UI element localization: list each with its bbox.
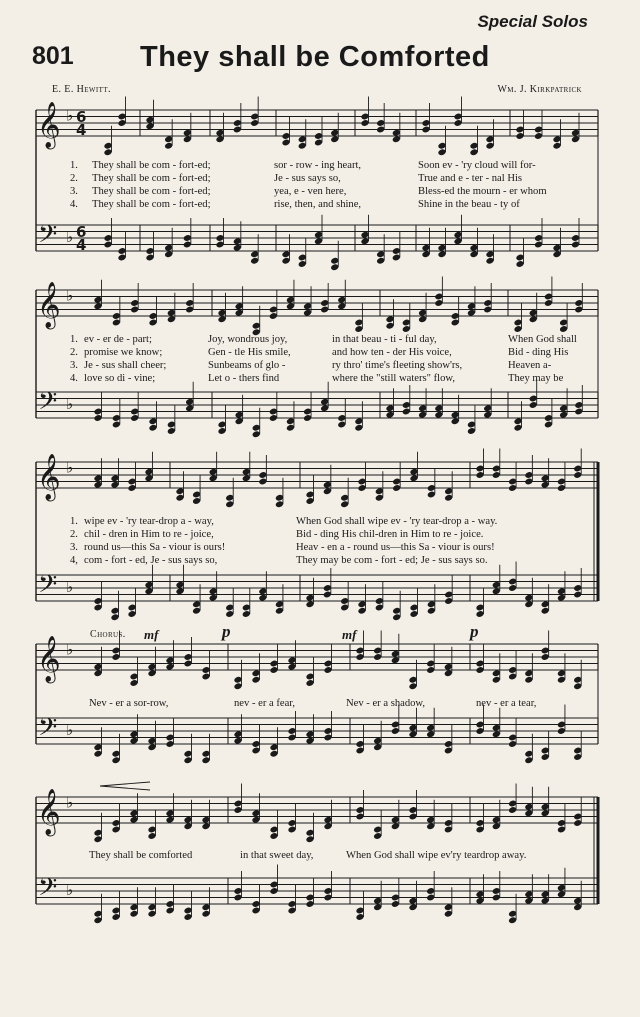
flat-icon: ♭ — [66, 578, 74, 596]
flat-icon: ♭ — [66, 458, 74, 477]
flat-icon: ♭ — [66, 286, 74, 305]
composer-credit: Wm. J. Kirkpatrick — [497, 84, 582, 95]
chorus-lyric-line: Nev - er a sor-row, nev - er a fear, Nev - er a shadow, nev - er a tear, — [89, 698, 537, 709]
treble-clef-icon: 𝄞 — [37, 102, 61, 148]
crescendo-hairpin — [100, 782, 150, 790]
lyric-line: 2. promise we know; Gen - tle His smile, and how ten - der His voice, Bid - ding His — [70, 347, 569, 358]
lyric-line: 1. ev - er de - part; Joy, wondrous joy, in that beau - ti - ful day, When God shall — [70, 334, 577, 345]
time-signature: 6 — [76, 223, 87, 241]
words-author-credit: E. E. Hewitt. — [52, 84, 111, 95]
lyric-line: 4. love so di - vine; Let o - thers find where the "still waters" flow, They may be — [70, 373, 564, 384]
dynamic-mark: mf — [144, 627, 159, 642]
lyric-line: 1. wipe ev - 'ry tear-drop a - way, When God shall wipe ev - 'ry tear-drop a - way. — [70, 516, 498, 527]
time-signature: 4 — [76, 121, 87, 139]
chorus-lyric-line: They shall be comforted in that sweet day, When God shall wipe ev'ry teardrop away. — [89, 850, 527, 861]
flat-icon: ♭ — [66, 106, 74, 125]
dynamic-mark: p — [470, 622, 479, 641]
flat-icon: ♭ — [66, 228, 74, 246]
flat-icon: ♭ — [66, 881, 74, 899]
flat-icon: ♭ — [66, 640, 74, 659]
chorus-label: Chorus. — [90, 629, 126, 640]
lyric-line: 2. They shall be com - fort-ed; Je - sus says so, True and e - ter - nal His — [70, 173, 523, 184]
lyric-line: 1. They shall be com - fort-ed; sor - row - ing heart, Soon ev - 'ry cloud will for- — [70, 160, 536, 171]
treble-clef-icon: 𝄞 — [37, 636, 61, 682]
dynamic-mark: mf — [342, 627, 357, 642]
lyric-line: 4. They shall be com - fort-ed; rise, then, and shine, Shine in the beau - ty of — [70, 199, 520, 210]
bass-clef-icon: 𝄢 — [38, 713, 58, 748]
treble-clef-icon: 𝄞 — [37, 282, 61, 328]
bass-clef-icon: 𝄢 — [38, 873, 58, 908]
lyric-line: 4, com - fort - ed, Je - sus says so, They may be com - fort - ed; Je - sus says so. — [70, 555, 488, 566]
flat-icon: ♭ — [66, 721, 74, 739]
bass-clef-icon: 𝄢 — [38, 570, 58, 605]
flat-icon: ♭ — [66, 793, 74, 812]
time-signature: 6 — [76, 108, 87, 126]
hymn-title: They shall be Comforted — [140, 41, 490, 73]
lyric-line: 2. chil - dren in Him to re - joice, Bid - ding His chil-dren in Him to re - joice. — [70, 529, 484, 540]
flat-icon: ♭ — [66, 395, 74, 413]
lyric-line: 3. They shall be com - fort-ed; yea, e - ven here, Bless-ed the mourn - er whom — [70, 186, 547, 197]
treble-clef-icon: 𝄞 — [37, 789, 61, 835]
lyric-line: 3. Je - sus shall cheer; Sunbeams of glo - ry thro' time's fleeting show'rs, Heaven a- — [70, 360, 552, 371]
section-label: Special Solos — [477, 12, 588, 31]
time-signature: 4 — [76, 236, 87, 254]
hymn-number: 801 — [32, 42, 74, 70]
lyric-line: 3. round us—this Sa - viour is ours! Heav - en a - round us—this Sa - viour is ours! — [70, 542, 495, 553]
bass-clef-icon: 𝄢 — [38, 387, 58, 422]
bass-clef-icon: 𝄢 — [38, 220, 58, 255]
dynamic-mark: p — [222, 622, 231, 641]
treble-clef-icon: 𝄞 — [37, 454, 61, 500]
